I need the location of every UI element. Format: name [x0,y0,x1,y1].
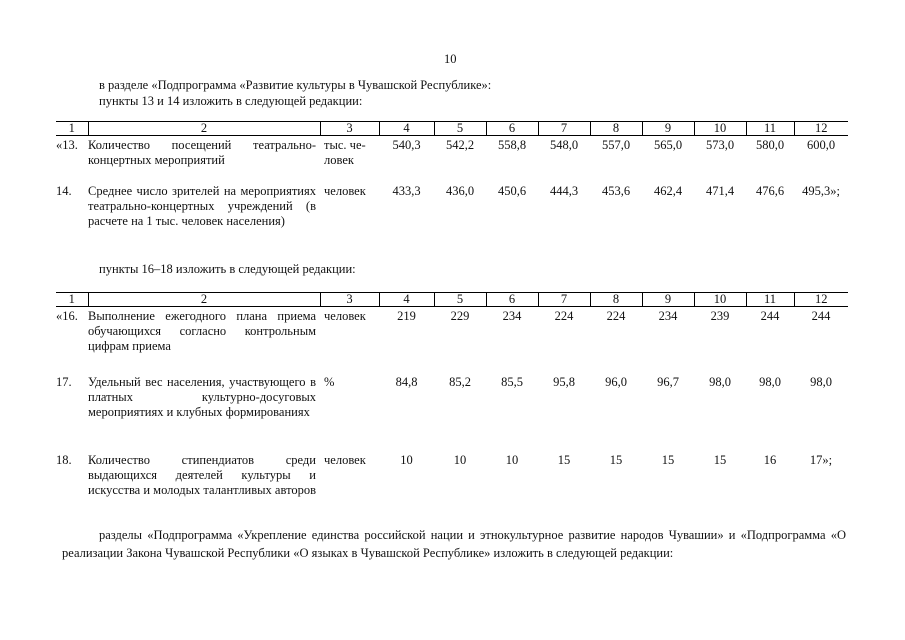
indicator-value: 95,8 [553,374,575,389]
table-row [56,182,848,257]
section-intro-line: в разделе «Подпрограмма «Развитие культуры в Чувашской Республике»: [99,78,492,92]
indicator-value: 15 [609,452,623,467]
indicator-value: 84,8 [395,374,418,389]
closing-paragraph [62,526,846,562]
column-header: 5 [434,293,486,307]
indicator-value: 15 [557,452,571,467]
indicator-value: 10 [505,452,519,467]
indicator-value: 244 [811,309,831,323]
column-header: 1 [56,122,88,136]
indicators-table-2 [56,292,848,511]
indicator-value: 542,2 [445,138,475,152]
closing-paragraph-text: разделы «Подпрограмма «Укрепление единства российской нации и этнокультурное развитие народов Чувашии» и «Подпрограмма «О реализации Закона Чувашской Республики «О языках в Чувашской Республике» изложить в следующей редакции: [62,528,846,560]
column-header: 7 [538,293,590,307]
column-header: 12 [794,122,848,136]
table1-intro-line: пункты 13 и 14 изложить в следующей редакции: [99,94,363,108]
indicator-value: 540,3 [392,138,421,152]
indicator-name: Выполнение ежегодного плана приема обучающихся согласно контрольным цифрам приема [88,309,316,353]
indicator-value: 580,0 [755,138,785,152]
column-header: 1 [56,293,88,307]
indicator-value: 573,0 [705,138,735,152]
column-header: 10 [694,293,746,307]
indicator-name: Количество стипендиатов среди выдающихся деятелей культуры и искусства и молодых талантливых авторов [88,452,317,497]
indicator-value: 450,6 [497,183,527,198]
indicator-value: 17»; [809,452,833,467]
unit-of-measure: человек [324,183,366,198]
table-row [56,373,848,451]
column-header: 8 [590,122,642,136]
table-header-row [56,122,848,136]
column-header: 9 [642,293,694,307]
table-header-row [56,293,848,307]
indicator-value: 239 [710,309,730,323]
indicator-value: 98,0 [759,374,781,389]
row-number: 17. [56,374,72,389]
indicator-value: 444,3 [549,183,579,198]
indicator-value: 10 [400,452,413,467]
column-header: 12 [794,293,848,307]
indicator-value: 433,3 [392,183,421,198]
column-header: 6 [486,122,538,136]
indicator-value: 471,4 [705,183,735,198]
indicator-value: 244 [760,309,780,323]
indicator-name: Среднее число зрителей на мероприятиях театрально-концертных учреждений (в расчете на 1 тыс. человек населения) [88,183,316,228]
indicator-value: 600,0 [806,138,836,152]
indicator-value: 495,3»; [802,183,840,198]
unit-of-measure: % [324,374,335,389]
indicator-value: 85,2 [449,374,471,389]
indicator-value: 224 [554,309,574,323]
indicator-value: 10 [453,452,467,467]
indicator-value: 557,0 [601,138,631,152]
indicator-value: 15 [713,452,727,467]
indicator-value: 558,8 [497,138,527,152]
column-header: 3 [320,293,379,307]
table-row [56,451,848,511]
indicator-value: 234 [658,309,678,323]
page-number: 10 [444,52,457,66]
column-header: 11 [746,293,794,307]
indicator-value: 224 [606,309,626,323]
column-header: 10 [694,122,746,136]
row-number: 14. [56,183,72,198]
row-number: «13. [56,138,78,152]
indicator-name: Удельный вес населения, участвующего в платных культурно-досуговых мероприятиях и клубных формированиях [88,374,316,419]
indicator-value: 15 [661,452,675,467]
indicator-value: 476,6 [755,183,785,198]
indicator-value: 96,0 [605,374,627,389]
indicator-value: 548,0 [549,138,579,152]
indicator-value: 96,7 [657,374,679,389]
table-row [56,136,848,182]
column-header: 11 [746,122,794,136]
column-header: 3 [320,122,379,136]
column-header: 4 [379,122,434,136]
indicators-table-1 [56,121,848,257]
column-header: 7 [538,122,590,136]
row-number: «16. [56,309,78,323]
table-row [56,307,848,373]
indicator-value: 219 [397,309,416,323]
column-header: 8 [590,293,642,307]
unit-of-measure: тыс. че- ловек [324,138,366,167]
column-header: 2 [88,122,320,136]
indicator-value: 436,0 [445,183,475,198]
column-header: 4 [379,293,434,307]
indicator-value: 85,5 [501,374,523,389]
column-header: 2 [88,293,320,307]
indicator-value: 229 [450,309,470,323]
column-header: 9 [642,122,694,136]
row-number: 18. [56,452,72,467]
indicator-name: Количество посещений театрально-концертных мероприятий [88,138,316,167]
indicator-value: 453,6 [601,183,631,198]
indicator-value: 16 [763,452,777,467]
indicator-value: 462,4 [653,183,683,198]
indicator-value: 234 [502,309,522,323]
indicator-value: 565,0 [653,138,683,152]
unit-of-measure: человек [324,309,366,323]
indicator-value: 98,0 [810,374,832,389]
table2-intro-line: пункты 16–18 изложить в следующей редакции: [99,262,356,276]
column-header: 5 [434,122,486,136]
column-header: 6 [486,293,538,307]
unit-of-measure: человек [324,452,366,467]
indicator-value: 98,0 [709,374,731,389]
